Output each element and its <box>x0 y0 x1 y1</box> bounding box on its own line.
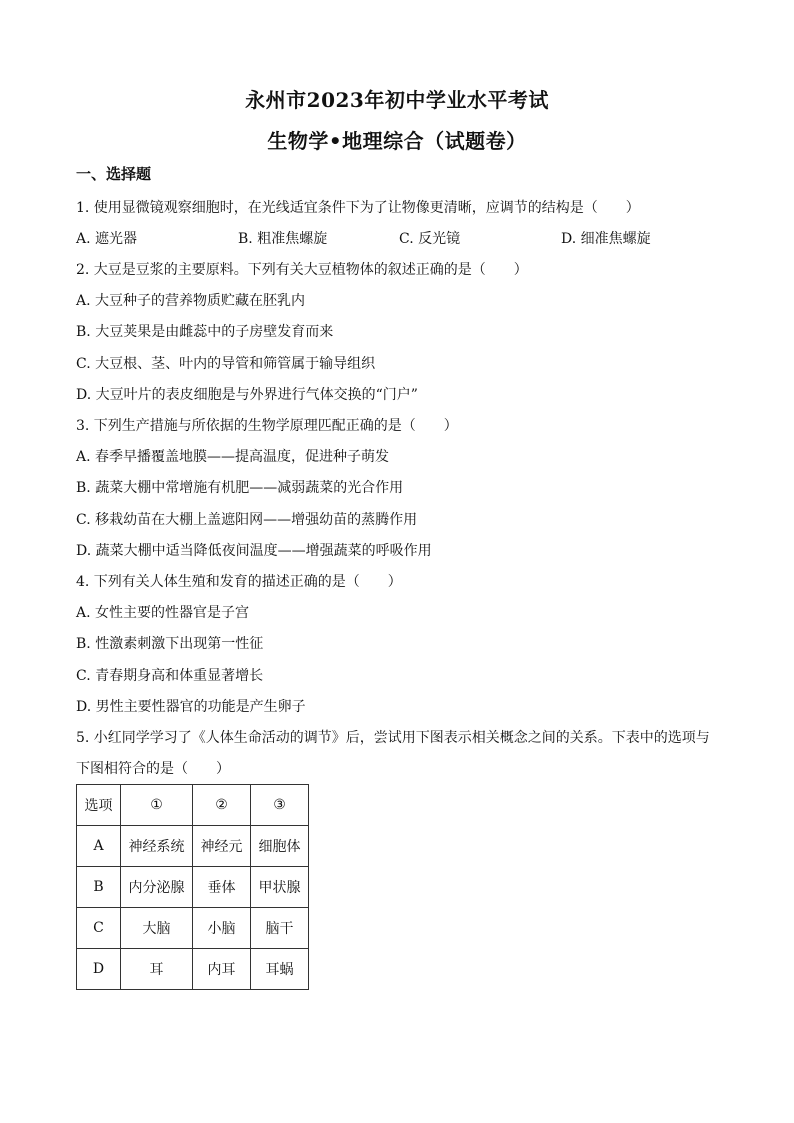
table-cell: A <box>77 826 121 867</box>
table-cell: 脑干 <box>251 908 309 949</box>
q2-option-c: C. 大豆根、茎、叶内的导管和筛管属于输导组织 <box>76 356 376 372</box>
q4-option-b: B. 性激素刺激下出现第一性征 <box>76 636 264 652</box>
q2-option-a: A. 大豆种子的营养物质贮藏在胚乳内 <box>76 293 306 309</box>
table-cell: 大脑 <box>121 908 193 949</box>
table-cell: D <box>77 949 121 990</box>
table-cell: B <box>77 867 121 908</box>
table-header-cell: ② <box>193 785 251 826</box>
table-row <box>77 867 309 908</box>
q1-option-c: C. 反光镜 <box>399 231 461 247</box>
q1-option-b: B. 粗准焦螺旋 <box>238 231 328 247</box>
q3-option-d: D. 蔬菜大棚中适当降低夜间温度——增强蔬菜的呼吸作用 <box>76 543 432 559</box>
table-cell: 内分泌腺 <box>121 867 193 908</box>
table-cell: C <box>77 908 121 949</box>
table-cell: 耳蜗 <box>251 949 309 990</box>
q3-option-c: C. 移栽幼苗在大棚上盖遮阳网——增强幼苗的蒸腾作用 <box>76 512 418 528</box>
q1-option-d: D. 细准焦螺旋 <box>561 231 651 247</box>
table-cell: 神经元 <box>193 826 251 867</box>
question-5-stem-line2: 下图相符合的是（ ） <box>76 761 230 777</box>
q4-option-d: D. 男性主要性器官的功能是产生卵子 <box>76 699 306 715</box>
table-header-row <box>77 785 309 826</box>
table-cell: 耳 <box>121 949 193 990</box>
table-row <box>77 949 309 990</box>
table-header-cell: ① <box>121 785 193 826</box>
table-row <box>77 826 309 867</box>
q3-option-b: B. 蔬菜大棚中常增施有机肥——减弱蔬菜的光合作用 <box>76 480 404 496</box>
table-cell: 垂体 <box>193 867 251 908</box>
question-5-stem-line1: 5. 小红同学学习了《人体生命活动的调节》后，尝试用下图表示相关概念之间的关系。下表中的选项与 <box>76 730 710 746</box>
question-4-stem: 4. 下列有关人体生殖和发育的描述正确的是（ ） <box>76 574 402 590</box>
table-cell: 小脑 <box>193 908 251 949</box>
question-1-stem: 1. 使用显微镜观察细胞时，在光线适宜条件下为了让物像更清晰，应调节的结构是（ ） <box>76 200 640 216</box>
table-cell: 神经系统 <box>121 826 193 867</box>
table-cell: 内耳 <box>193 949 251 990</box>
q2-option-b: B. 大豆荚果是由雌蕊中的子房壁发育而来 <box>76 324 334 340</box>
table-cell: 细胞体 <box>251 826 309 867</box>
question-3-stem: 3. 下列生产措施与所依据的生物学原理匹配正确的是（ ） <box>76 418 458 434</box>
q4-option-c: C. 青春期身高和体重显著增长 <box>76 668 264 684</box>
q2-option-d: D. 大豆叶片的表皮细胞是与外界进行气体交换的“门户” <box>76 387 418 403</box>
table-header-cell: ③ <box>251 785 309 826</box>
q4-option-a: A. 女性主要的性器官是子宫 <box>76 605 250 621</box>
exam-title: 永州市2023年初中学业水平考试 <box>245 88 549 112</box>
q1-option-a: A. 遮光器 <box>76 231 138 247</box>
table-row <box>77 908 309 949</box>
question-2-stem: 2. 大豆是豆浆的主要原料。下列有关大豆植物体的叙述正确的是（ ） <box>76 262 528 278</box>
q5-options-table <box>76 784 309 990</box>
q3-option-a: A. 春季早播覆盖地膜——提高温度，促进种子萌发 <box>76 449 390 465</box>
exam-subtitle: 生物学•地理综合（试题卷） <box>267 129 527 153</box>
table-header-cell: 选项 <box>77 785 121 826</box>
section-heading: 一、选择题 <box>76 165 152 183</box>
table-cell: 甲状腺 <box>251 867 309 908</box>
